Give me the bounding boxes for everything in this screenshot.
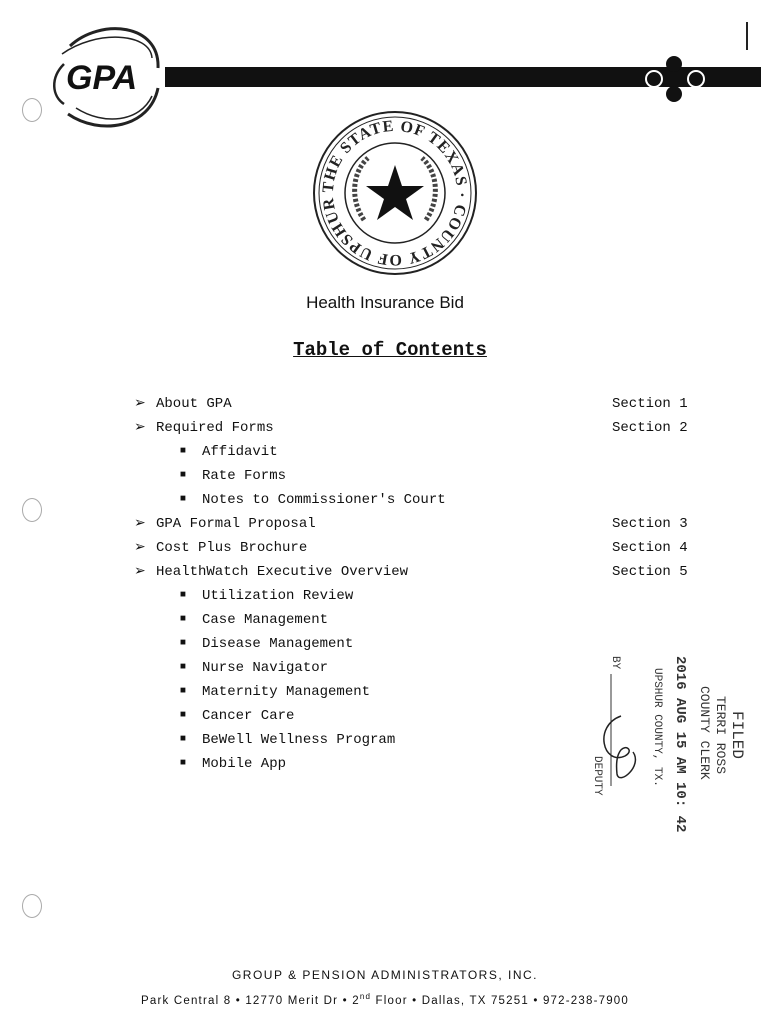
arrow-bullet-icon: ➢ [134,564,146,580]
toc-subitem: ■ Case Management [134,608,704,632]
filed-stamp [573,656,763,846]
toc-subitem: ■ Nurse Navigator [134,656,704,680]
punch-hole [22,498,42,522]
square-bullet-icon: ■ [180,470,187,481]
square-bullet-icon: ■ [180,590,187,601]
arrow-bullet-icon: ➢ [134,420,146,436]
toc-subitem: ■ BeWell Wellness Program [134,728,704,752]
footer-address: Park Central 8 • 12770 Merit Dr • 2nd Floor • Dallas, TX 75251 • 972-238-7900 [141,992,629,1007]
toc-heading: Table of Contents [293,339,487,361]
dots-icon [640,54,710,104]
arrow-bullet-icon: ➢ [134,396,146,412]
square-bullet-icon: ■ [180,758,187,769]
toc-subitem: ■ Mobile App [134,752,704,776]
toc-subitem: ■ Disease Management [134,632,704,656]
toc-subitem: ■ Affidavit [134,440,704,464]
toc-subitem: ■ Maternity Management [134,680,704,704]
arrow-bullet-icon: ➢ [134,516,146,532]
toc-item: ➢ About GPA Section 1 [134,392,704,416]
punch-hole [22,98,42,122]
square-bullet-icon: ■ [180,494,187,505]
stamp-filed: FILED [728,711,746,760]
square-bullet-icon: ■ [180,710,187,721]
stamp-date: 2016 AUG 15 AM 10: 42 [672,656,688,833]
square-bullet-icon: ■ [180,614,187,625]
punch-hole [22,894,42,918]
arrow-bullet-icon: ➢ [134,540,146,556]
stamp-clerk-title: COUNTY CLERK [697,686,712,780]
gpa-logo [40,18,180,138]
toc-subitem: ■ Utilization Review [134,584,704,608]
toc-item: ➢ Required Forms Section 2 [134,416,704,440]
stamp-deputy: DEPUTY [591,756,603,796]
logo-text: GPA [66,59,138,97]
square-bullet-icon: ■ [180,638,187,649]
square-bullet-icon: ■ [180,662,187,673]
toc-item: ➢ Cost Plus Brochure Section 4 [134,536,704,560]
seal-text: THE STATE OF TEXAS · COUNTY OF UPSHUR [319,117,471,269]
signature-scribble [604,716,636,778]
stamp-by: BY [609,656,621,670]
stamp-county: UPSHUR COUNTY, TX. [651,668,663,787]
stamp-clerk-name: TERRI ROSS [713,696,728,775]
square-bullet-icon: ■ [180,446,187,457]
toc-item: ➢ HealthWatch Executive Overview Section 5 [134,560,704,584]
toc-subitem: ■ Notes to Commissioner's Court [134,488,704,512]
toc-subitem: ■ Cancer Care [134,704,704,728]
county-seal [312,110,478,276]
footer-company: GROUP & PENSION ADMINISTRATORS, INC. [231,968,539,982]
document-title: Health Insurance Bid [306,293,464,312]
toc-subitem: ■ Rate Forms [134,464,704,488]
toc-item: ➢ GPA Formal Proposal Section 3 [134,512,704,536]
margin-mark [746,22,748,50]
square-bullet-icon: ■ [180,734,187,745]
square-bullet-icon: ■ [180,686,187,697]
star-icon [366,165,424,220]
